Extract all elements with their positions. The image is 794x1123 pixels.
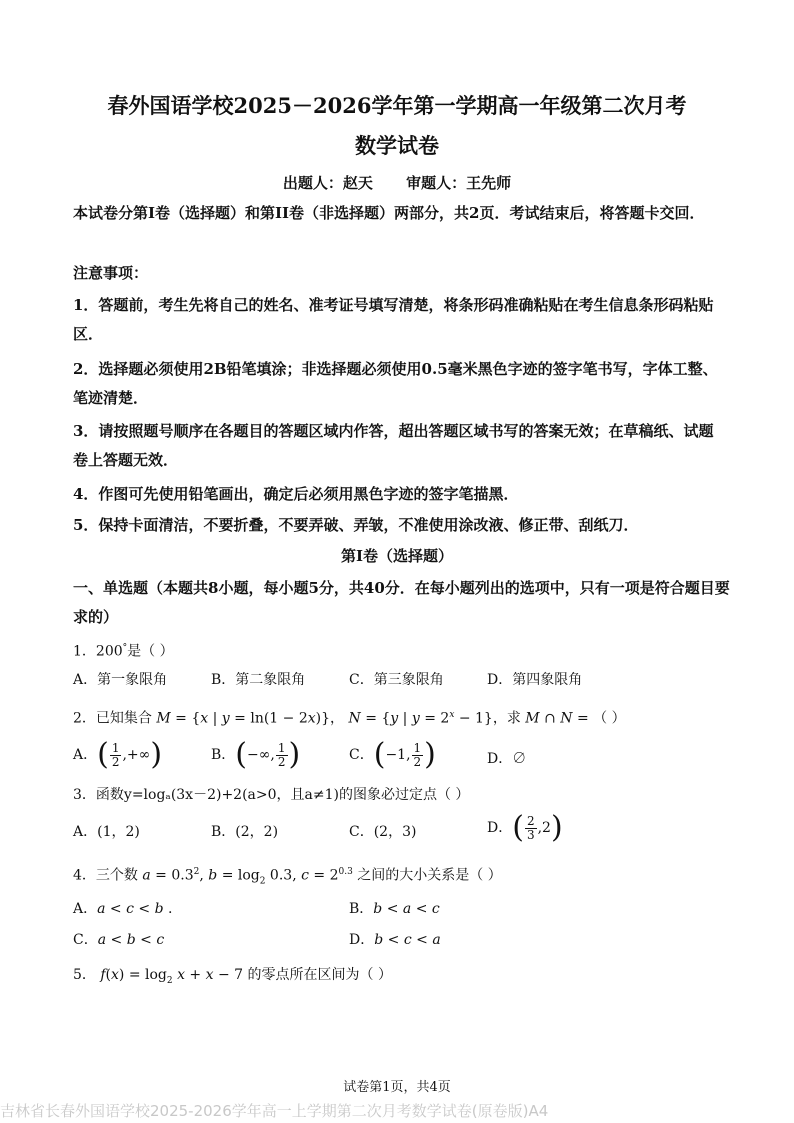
notice-item-5: 5．保持卡面清洁，不要折叠，不要弄破、弄皱，不准使用涂改液、修正带、刮纸刀． xyxy=(73,516,639,534)
q3-option-d: D．( $\frac{2}{3}$ ,2) xyxy=(487,810,563,845)
q1-option-a: A．第一象限角 xyxy=(73,672,168,688)
q3-option-b: B．(2，2) xyxy=(211,824,279,840)
watermark: 吉林省长春外国语学校2025-2026学年高一上学期第二次月考数学试卷(原卷版)A4 xyxy=(0,1102,549,1120)
notice-item-4: 4．作图可先使用铅笔画出，确定后必须用黑色字迹的签字笔描黑． xyxy=(73,485,519,503)
q1-option-d: D．第四象限角 xyxy=(487,672,583,688)
notice-item-2: 2．选择题必须使用2B铅笔填涂；非选择题必须使用0.5毫米黑色字迹的签字笔书写，字体工整、笔迹清楚． xyxy=(73,360,718,407)
question-1: 1．200°是（ ） xyxy=(73,643,174,660)
notice-item-1: 1．答题前，考生先将自己的姓名、准考证号填写清楚，将条形码准确粘贴在考生信息条形码粘贴区． xyxy=(73,296,714,343)
section-heading: 一、单选题（本题共8小题，每小题5分，共40分．在每小题列出的选项中，只有一项是符合题目要求的） xyxy=(73,579,730,626)
q2-option-a: A．( $\frac{1}{2}$ ,+∞) xyxy=(73,737,163,772)
q4-option-b: B．b < a < c xyxy=(349,901,440,917)
q3-option-c: C．(2，3) xyxy=(349,824,417,840)
q4-option-a: A．a < c < b . xyxy=(73,901,173,917)
exam-subtitle: 数学试卷 xyxy=(355,133,439,158)
page-footer: 试卷第1页，共4页 xyxy=(343,1080,451,1095)
authors-line xyxy=(0,172,794,193)
question-2: 2．已知集合 M = {x | y = ln(1 − 2x)}， N = {y | $y = 2^x - 1$}，求 M ∩ N = （ ） xyxy=(73,710,626,727)
question-3: 3．函数y=logₐ(3x－2)+2(a>0，且a≠1)的图象必过定点（ ） xyxy=(73,787,470,803)
question-5: 5． $f(x) = \log_2 x + x - 7$ 的零点所在区间为（ ） xyxy=(73,967,392,986)
reviewer: 审题人：王先师 xyxy=(406,174,512,192)
q2-option-d: D．∅ xyxy=(487,751,527,767)
part1-title: 第I卷（选择题） xyxy=(340,547,454,565)
intro-paragraph: 本试卷分第I卷（选择题）和第II卷（非选择题）两部分，共2页．考试结束后，将答题卡交回． xyxy=(73,204,705,222)
q1-option-c: C．第三象限角 xyxy=(349,672,444,688)
q4-option-d: D．b < c < a xyxy=(349,932,441,948)
setter: 出题人：赵天 xyxy=(282,174,373,192)
q1-option-b: B．第二象限角 xyxy=(211,672,306,688)
q2-option-c: C．(−1, $\frac{1}{2}$ ) xyxy=(349,737,436,772)
notice-heading: 注意事项： xyxy=(73,264,149,282)
notice-item-3: 3．请按照题号顺序在各题目的答题区域内作答，超出答题区域书写的答案无效；在草稿纸、试题卷上答题无效． xyxy=(73,422,714,469)
question-4: 4．三个数 $a = 0.3^2$, $b = \log_2 0.3$, $c = 2^{0.3}$ 之间的大小关系是（ ） xyxy=(73,867,502,887)
exam-title: 春外国语学校2025－2026学年第一学期高一年级第二次月考 xyxy=(107,93,687,118)
q3-option-a: A．(1，2) xyxy=(73,824,140,840)
q2-option-b: B．(−∞, $\frac{1}{2}$ ) xyxy=(211,737,301,772)
q4-option-c: C．a < b < c xyxy=(73,932,165,948)
